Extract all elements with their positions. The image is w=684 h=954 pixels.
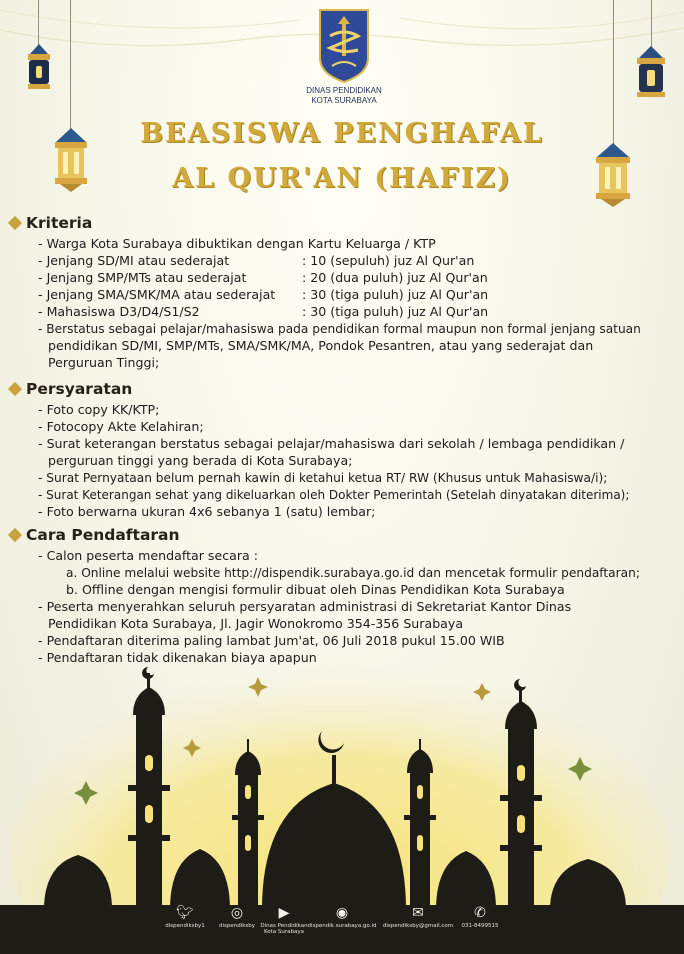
diamond-bullet-icon	[8, 528, 22, 542]
lantern-string	[70, 0, 71, 130]
section-heading-persyaratan	[10, 380, 132, 398]
criteria-line: - Berstatus sebagai pelajar/mahasiswa pada pendidikan formal maupun non formal jenjang satuan	[38, 321, 641, 337]
mail-icon: ✉	[412, 905, 424, 921]
youtube-contact[interactable]	[254, 905, 314, 935]
criteria-value: : 30 (tiga puluh) juz Al Qur'an	[302, 304, 489, 319]
section-title: Kriteria	[26, 214, 93, 232]
section-title: Cara Pendaftaran	[26, 526, 180, 544]
agency-name	[292, 86, 396, 106]
registration-line: a. Online melalui website http://dispendik.surabaya.go.id dan mencetak formulir pendaftaran;	[66, 566, 640, 580]
criteria-line: - Jenjang SMA/SMK/MA atau sederajat	[38, 287, 275, 303]
phone-number: 031-8499515	[461, 923, 499, 929]
criteria-value: : 30 (tiga puluh) juz Al Qur'an	[302, 287, 489, 302]
requirement-line: - Fotocopy Akte Kelahiran;	[38, 419, 204, 435]
registration-line: - Pendaftaran tidak dikenakan biaya apapun	[38, 650, 317, 666]
criteria-line: Perguruan Tinggi;	[48, 355, 160, 370]
registration-line: - Calon peserta mendaftar secara :	[38, 548, 258, 564]
twitter-contact[interactable]	[160, 905, 210, 929]
registration-line: - Peserta menyerahkan seluruh persyaratan administrasi di Sekretariat Kantor Dinas	[38, 599, 571, 615]
email-address: dispendiksby@gmail.com	[382, 923, 454, 929]
instagram-icon: ◎	[230, 905, 244, 921]
requirement-line: - Foto berwarna ukuran 4x6 sebanya 1 (satu) lembar;	[38, 504, 375, 520]
requirement-line: - Surat Keterangan sehat yang dikeluarkan oleh Dokter Pemerintah (Setelah dinyatakan diterima);	[38, 487, 629, 503]
lantern-string	[651, 0, 652, 50]
poster-title-line-2: AL QUR'AN (HAFIZ)	[172, 163, 512, 194]
globe-icon: ◉	[335, 905, 349, 921]
lantern-string	[38, 0, 39, 48]
twitter-icon: 🐦︎	[176, 905, 194, 921]
diamond-bullet-icon	[8, 216, 22, 230]
requirement-line: - Surat keterangan berstatus sebagai pelajar/mahasiswa dari sekolah / lembaga pendidikan /	[38, 436, 624, 452]
agency-line-1: DINAS PENDIDIKAN	[306, 86, 382, 95]
surabaya-logo	[318, 8, 370, 84]
diamond-bullet-icon	[8, 382, 22, 396]
registration-line: b. Offline dengan mengisi formulir dibuat oleh Dinas Pendidikan Kota Surabaya	[66, 582, 565, 597]
youtube-label-1: Dinas Pendidikan	[260, 923, 308, 929]
criteria-line: pendidikan SD/MI, SMP/MTs, SMA/SMK/MA, Pondok Pesantren, atau yang sederajat dan	[48, 338, 594, 353]
youtube-label-2: Kota Surabaya	[263, 929, 305, 935]
lantern-icon	[631, 46, 671, 104]
registration-line: - Pendaftaran diterima paling lambat Jum'at, 06 Juli 2018 pukul 15.00 WIB	[38, 633, 505, 649]
requirement-line: - Foto copy KK/KTP;	[38, 402, 159, 418]
email-contact[interactable]	[382, 905, 454, 929]
section-title: Persyaratan	[26, 380, 133, 398]
website-url: dispendik.surabaya.go.id	[307, 923, 377, 929]
instagram-handle: dispendiksby	[218, 923, 256, 929]
phone-icon: ✆	[474, 905, 486, 921]
criteria-line: - Jenjang SMP/MTs atau sederajat	[38, 270, 246, 286]
twitter-handle: dispendiksby1	[165, 923, 205, 929]
requirement-line: - Surat Pernyataan belum pernah kawin di ketahui ketua RT/ RW (Khusus untuk Mahasiswa/i);	[38, 470, 607, 486]
agency-line-2: KOTA SURABAYA	[311, 96, 377, 105]
criteria-value: : 10 (sepuluh) juz Al Qur'an	[302, 253, 475, 268]
criteria-value: : 20 (dua puluh) juz Al Qur'an	[302, 270, 488, 285]
criteria-line: - Jenjang SD/MI atau sederajat	[38, 253, 229, 269]
phone-contact[interactable]	[454, 905, 506, 929]
website-contact[interactable]	[306, 905, 378, 929]
poster-title-line-1: BEASISWA PENGHAFAL	[140, 118, 544, 149]
section-heading-kriteria	[10, 214, 92, 232]
section-heading-cara	[10, 526, 180, 544]
requirement-line: perguruan tinggi yang berada di Kota Surabaya;	[48, 453, 353, 468]
footer-contacts	[150, 905, 570, 945]
youtube-icon: ▶	[278, 905, 290, 921]
criteria-line: - Warga Kota Surabaya dibuktikan dengan Kartu Keluarga / KTP	[38, 236, 436, 252]
lantern-icon	[22, 44, 56, 94]
criteria-line: - Mahasiswa D3/D4/S1/S2	[38, 304, 200, 320]
registration-line: Pendidikan Kota Surabaya, Jl. Jagir Wonokromo 354-356 Surabaya	[48, 616, 464, 631]
